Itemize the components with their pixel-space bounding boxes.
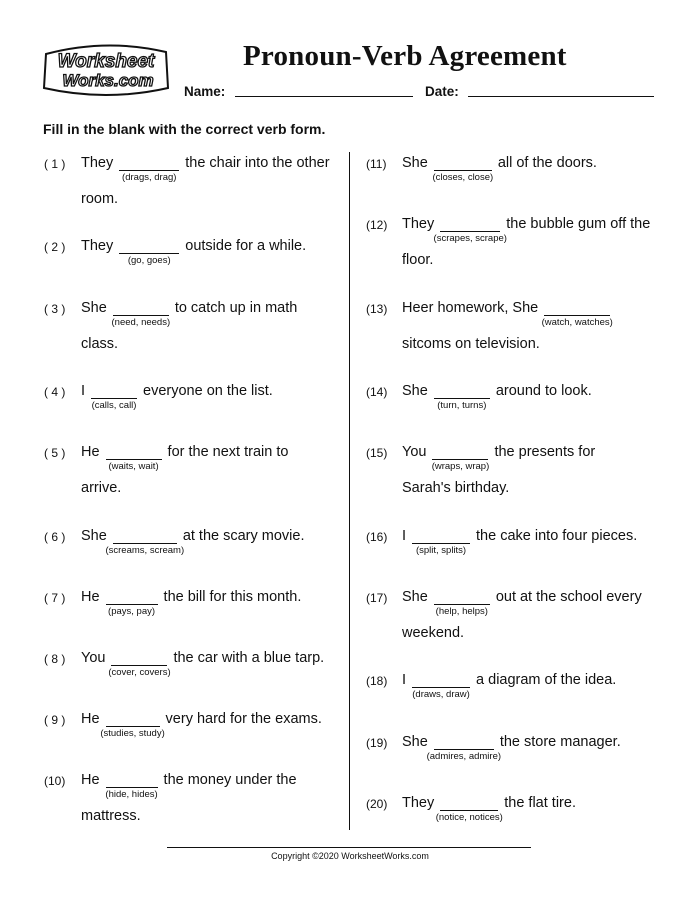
sentence-end: the store manager.: [499, 734, 621, 750]
answer-blank[interactable]: [541, 300, 613, 328]
question-number: ( 4 ): [44, 385, 66, 399]
answer-blank[interactable]: [435, 795, 503, 823]
sentence-start: She: [402, 734, 428, 750]
sentence-continuation: room.: [81, 191, 119, 207]
name-field[interactable]: [235, 96, 413, 97]
sentence-start: She: [81, 528, 107, 544]
instructions: Fill in the blank with the correct verb form.: [43, 121, 326, 137]
question-number: ( 5 ): [44, 446, 66, 460]
question-number: (15): [366, 446, 388, 460]
verb-options: (watch, watches): [541, 317, 613, 328]
sentence-start: I: [402, 672, 407, 688]
footer-divider: [167, 847, 531, 848]
svg-text:Works.com: Works.com: [62, 71, 154, 90]
answer-blank[interactable]: [105, 772, 158, 800]
answer-blank[interactable]: [106, 589, 158, 617]
question-number: ( 6 ): [44, 530, 66, 544]
question-number: (16): [366, 530, 388, 544]
answer-blank[interactable]: [431, 444, 490, 472]
verb-options: (scrapes, scrape): [433, 233, 507, 244]
name-label: Name:: [184, 84, 226, 99]
question-number: (20): [366, 797, 388, 811]
verb-options: (hide, hides): [105, 789, 158, 800]
question-number: (14): [366, 385, 388, 399]
worksheet-title: Pronoun-Verb Agreement: [243, 40, 567, 72]
sentence-end: a diagram of the idea.: [476, 672, 617, 688]
question-number: (10): [44, 774, 66, 788]
verb-options: (closes, close): [432, 172, 494, 183]
copyright: Copyright ©2020 WorksheetWorks.com: [271, 851, 429, 861]
verb-options: (help, helps): [435, 606, 488, 617]
sentence-end: the presents for: [494, 444, 596, 460]
sentence-end: out at the school every: [495, 589, 642, 605]
verb-options: (calls, call): [91, 400, 137, 411]
answer-blank[interactable]: [105, 528, 185, 556]
sentence-continuation: sitcoms on television.: [402, 336, 540, 352]
sentence-end: for the next train to: [167, 444, 289, 460]
answer-blank[interactable]: [91, 383, 137, 411]
sentence-start: I: [81, 383, 86, 399]
sentence-start: She: [402, 155, 428, 171]
question-number: ( 8 ): [44, 652, 66, 666]
sentence-end: the car with a blue tarp.: [173, 650, 325, 666]
verb-options: (turn, turns): [437, 400, 487, 411]
answer-blank[interactable]: [100, 711, 165, 739]
question-number: ( 7 ): [44, 591, 66, 605]
sentence-end: very hard for the exams.: [165, 711, 322, 727]
question-number: ( 3 ): [44, 302, 66, 316]
sentence-end: the money under the: [163, 772, 297, 788]
verb-options: (studies, study): [100, 728, 165, 739]
question-number: (17): [366, 591, 388, 605]
svg-text:Worksheet: Worksheet: [57, 51, 155, 72]
column-divider: [349, 152, 350, 830]
sentence-end: around to look.: [495, 383, 592, 399]
sentence-end: the bill for this month.: [163, 589, 302, 605]
question-number: ( 1 ): [44, 157, 66, 171]
sentence-start: They: [402, 795, 435, 811]
answer-blank[interactable]: [106, 444, 162, 472]
sentence-start: He: [81, 589, 100, 605]
sentence-start: They: [81, 238, 114, 254]
answer-blank[interactable]: [111, 300, 171, 328]
sentence-start: You: [402, 444, 427, 460]
verb-options: (cover, covers): [108, 667, 171, 678]
date-field[interactable]: [468, 96, 654, 97]
sentence-continuation: mattress.: [81, 808, 141, 824]
sentence-start: They: [402, 216, 435, 232]
answer-blank[interactable]: [434, 383, 490, 411]
answer-blank[interactable]: [433, 216, 507, 244]
sentence-end: everyone on the list.: [143, 383, 273, 399]
verb-options: (draws, draw): [412, 689, 470, 700]
verb-options: (screams, scream): [105, 545, 185, 556]
sentence-start: They: [81, 155, 114, 171]
sentence-start: I: [402, 528, 407, 544]
verb-options: (waits, wait): [108, 461, 159, 472]
sentence-end: the bubble gum off the: [506, 216, 651, 232]
date-label: Date:: [425, 84, 459, 99]
answer-blank[interactable]: [432, 155, 494, 183]
answer-blank[interactable]: [434, 589, 490, 617]
verb-options: (wraps, wrap): [431, 461, 490, 472]
question-number: (19): [366, 736, 388, 750]
sentence-start: He: [81, 772, 100, 788]
sentence-end: outside for a while.: [185, 238, 307, 254]
verb-options: (go, goes): [127, 255, 171, 266]
answer-blank[interactable]: [119, 155, 179, 183]
verb-options: (drags, drag): [122, 172, 177, 183]
verb-options: (split, splits): [415, 545, 467, 556]
answer-blank[interactable]: [108, 650, 171, 678]
sentence-start: You: [81, 650, 106, 666]
sentence-end: the flat tire.: [504, 795, 576, 811]
verb-options: (need, needs): [111, 317, 171, 328]
answer-blank[interactable]: [426, 734, 502, 762]
worksheetworks-logo: [40, 44, 172, 96]
sentence-start: He: [81, 711, 100, 727]
answer-blank[interactable]: [412, 672, 470, 700]
question-number: (18): [366, 674, 388, 688]
question-number: (13): [366, 302, 388, 316]
question-number: (12): [366, 218, 388, 232]
sentence-continuation: class.: [81, 336, 119, 352]
verb-options: (notice, notices): [435, 812, 503, 823]
sentence-end: the cake into four pieces.: [476, 528, 638, 544]
sentence-start: He: [81, 444, 100, 460]
sentence-continuation: weekend.: [402, 625, 465, 641]
sentence-start: Heer homework, She: [402, 300, 539, 316]
question-number: (11): [366, 157, 387, 171]
sentence-start: She: [402, 383, 428, 399]
sentence-continuation: arrive.: [81, 480, 122, 496]
answer-blank[interactable]: [119, 238, 179, 266]
sentence-continuation: Sarah's birthday.: [402, 480, 510, 496]
sentence-end: at the scary movie.: [182, 528, 305, 544]
sentence-end: all of the doors.: [497, 155, 597, 171]
sentence-start: She: [402, 589, 428, 605]
sentence-end: to catch up in math: [174, 300, 298, 316]
verb-options: (admires, admire): [426, 751, 502, 762]
question-number: ( 2 ): [44, 240, 66, 254]
sentence-start: She: [81, 300, 107, 316]
question-number: ( 9 ): [44, 713, 66, 727]
answer-blank[interactable]: [412, 528, 470, 556]
sentence-continuation: floor.: [402, 252, 434, 268]
sentence-end: the chair into the other: [185, 155, 330, 171]
verb-options: (pays, pay): [108, 606, 156, 617]
